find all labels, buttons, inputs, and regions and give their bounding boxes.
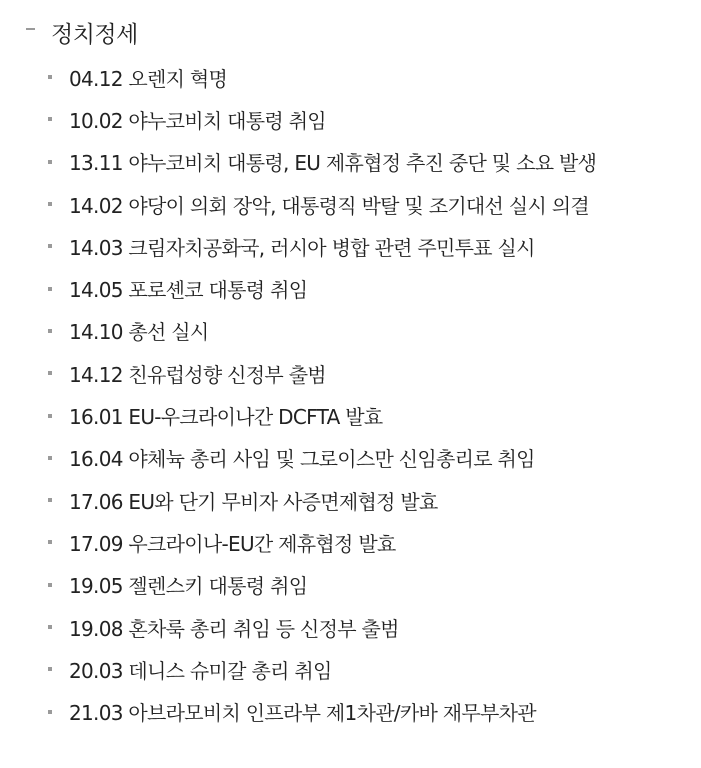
list-item-text: 14.02 야당이 의회 장악, 대통령직 박탈 및 조기대선 실시 의결 xyxy=(69,193,589,218)
list-item-text: 16.04 야체뉵 총리 사임 및 그로이스만 신임총리로 취임 xyxy=(69,447,535,472)
list-item-text: 17.09 우크라이나-EU간 제휴협정 발효 xyxy=(69,531,396,556)
bullet-icon xyxy=(48,414,52,418)
list-item xyxy=(48,690,698,732)
bullet-icon xyxy=(48,625,52,629)
bullet-icon xyxy=(48,160,52,164)
bullet-icon xyxy=(48,456,52,460)
bullet-icon xyxy=(48,583,52,587)
bullet-icon xyxy=(48,244,52,248)
list-item xyxy=(48,141,698,183)
list-item xyxy=(48,310,698,352)
list-item-text: 21.03 아브라모비치 인프라부 제1차관/카바 재무부차관 xyxy=(69,701,536,726)
list-item-text: 20.03 데니스 슈미갈 총리 취임 xyxy=(69,658,332,683)
list-item xyxy=(48,606,698,648)
list-item-text: 14.10 총선 실시 xyxy=(69,320,209,345)
bullet-icon xyxy=(48,710,52,714)
list-item-text: 13.11 야누코비치 대통령, EU 제휴협정 추진 중단 및 소요 발생 xyxy=(69,151,597,176)
list-item xyxy=(48,394,698,436)
list-item-text: 14.05 포로셴코 대통령 취임 xyxy=(69,278,308,303)
list-item-text: 14.12 친유럽성향 신정부 출범 xyxy=(69,362,326,387)
dash-icon xyxy=(26,28,35,30)
section-header xyxy=(26,14,138,50)
list-item-text: 14.03 크림자치공화국, 러시아 병합 관련 주민투표 실시 xyxy=(69,235,535,260)
list-item xyxy=(48,479,698,521)
bullet-icon xyxy=(48,117,52,121)
bullet-icon xyxy=(48,371,52,375)
list-item xyxy=(48,183,698,225)
bullet-icon xyxy=(48,667,52,671)
list-item xyxy=(48,56,698,98)
timeline-list xyxy=(48,56,698,733)
list-item xyxy=(48,225,698,267)
bullet-icon xyxy=(48,329,52,333)
list-item xyxy=(48,648,698,690)
bullet-icon xyxy=(48,540,52,544)
list-item-text: 19.08 혼차룩 총리 취임 등 신정부 출범 xyxy=(69,616,399,641)
section-title: 정치정세 xyxy=(51,21,138,48)
list-item-text: 19.05 젤렌스키 대통령 취임 xyxy=(69,574,308,599)
list-item xyxy=(48,564,698,606)
list-item-text: 10.02 야누코비치 대통령 취임 xyxy=(69,108,326,133)
list-item-text: 04.12 오렌지 혁명 xyxy=(69,66,228,91)
list-item xyxy=(48,352,698,394)
list-item-text: 17.06 EU와 단기 무비자 사증면제협정 발효 xyxy=(69,489,438,514)
list-item-text: 16.01 EU-우크라이나간 DCFTA 발효 xyxy=(69,405,383,430)
list-item xyxy=(48,437,698,479)
bullet-icon xyxy=(48,498,52,502)
list-item xyxy=(48,98,698,140)
list-item xyxy=(48,267,698,309)
bullet-icon xyxy=(48,287,52,291)
bullet-icon xyxy=(48,202,52,206)
bullet-icon xyxy=(48,75,52,79)
list-item xyxy=(48,521,698,563)
